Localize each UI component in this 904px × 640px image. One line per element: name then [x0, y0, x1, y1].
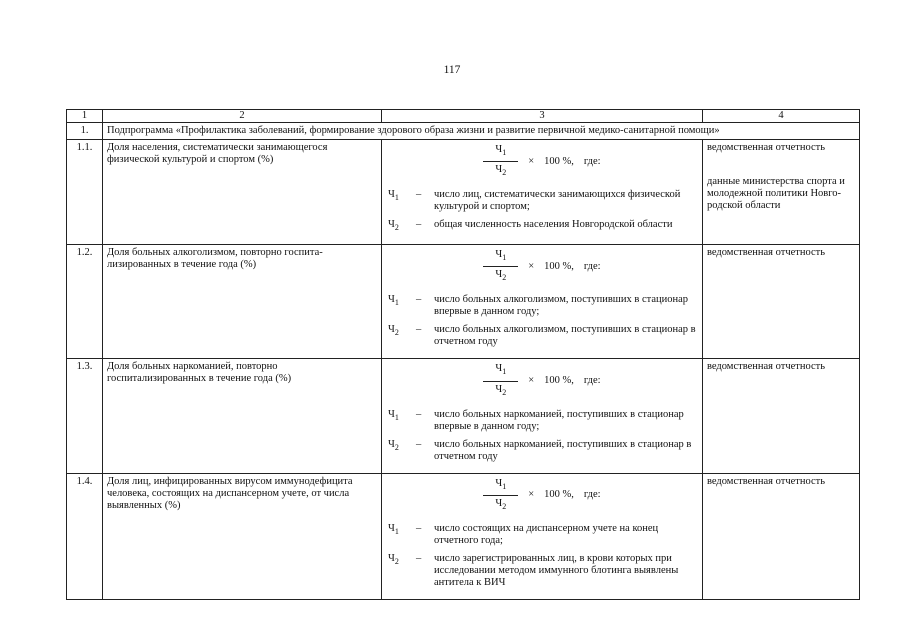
- variable-description: число больных алкоголизмом, поступивших в стационар впервые в данном году;: [434, 294, 689, 318]
- variable-symbol: $Ч_1$: [388, 189, 399, 203]
- formula-numerator: $Ч_1$: [483, 249, 518, 267]
- formula-fraction: [483, 478, 518, 513]
- subprogram-title: Подпрограмма «Профилактика заболеваний, формирование здорового образа жизни и развитие первичной медико-санитарной помощи»: [103, 123, 860, 140]
- table-row: [67, 359, 860, 473]
- table-header-row: [67, 110, 860, 123]
- indicator-name: Доля населения, систематически занимающегося физической культурой и спортом (%): [103, 140, 382, 245]
- header-col-1: 1: [67, 110, 103, 123]
- definition-dash: –: [416, 552, 422, 564]
- definition-dash: –: [416, 219, 422, 231]
- data-source: [703, 359, 860, 473]
- variable-definition: [388, 219, 696, 234]
- variable-definition: [388, 294, 696, 318]
- formula-times: ×: [528, 155, 535, 167]
- subprogram-number: 1.: [67, 123, 103, 140]
- formula-numerator: $Ч_1$: [483, 363, 518, 381]
- formula-denominator: $Ч_2$: [495, 497, 507, 511]
- formula-percent: 100 %,: [544, 489, 574, 501]
- row-number: 1.1.: [67, 140, 103, 245]
- variable-description: число лиц, систематически занимающихся физической культурой и спортом;: [434, 189, 681, 213]
- formula-denominator: $Ч_2$: [495, 164, 507, 178]
- header-col-3: 3: [382, 110, 703, 123]
- variable-definition: [388, 189, 696, 213]
- formula-fraction: [483, 144, 518, 179]
- variable-definition: [388, 523, 696, 547]
- header-col-4: 4: [703, 110, 860, 123]
- formula: [388, 478, 696, 513]
- formula-where: где:: [583, 155, 601, 167]
- indicator-name: Доля лиц, инфицированных вирусом иммунодефицита человека, состоящих на диспансерном учете, от числа выявленных (%): [103, 473, 382, 599]
- definition-dash: –: [416, 408, 422, 420]
- data-source-primary: ведомственная отчетность: [707, 361, 826, 373]
- variable-definition: [388, 553, 696, 589]
- table-row: [67, 140, 860, 245]
- variable-description: число больных алкоголизмом, поступивших в стационар в отчетном году: [434, 324, 696, 348]
- data-source: [703, 140, 860, 245]
- subprogram-row: [67, 123, 860, 140]
- row-number: 1.4.: [67, 473, 103, 599]
- row-number: 1.2.: [67, 245, 103, 359]
- formula-times: ×: [528, 375, 535, 387]
- table-row: [67, 473, 860, 599]
- indicator-name: Доля больных алкоголизмом, повторно госпита-лизированных в течение года (%): [103, 245, 382, 359]
- calculation-method: [382, 245, 703, 359]
- variable-symbol: $Ч_1$: [388, 408, 399, 422]
- definition-dash: –: [416, 438, 422, 450]
- variable-definition: [388, 409, 696, 433]
- variable-symbol: $Ч_1$: [388, 294, 399, 308]
- formula-denominator: $Ч_2$: [495, 269, 507, 283]
- definition-dash: –: [416, 189, 422, 201]
- data-source: [703, 473, 860, 599]
- formula-numerator: $Ч_1$: [483, 478, 518, 496]
- definition-dash: –: [416, 294, 422, 306]
- formula: [388, 144, 696, 179]
- data-source-secondary: данные министерства спорта и молодежной политики Новго-родской области: [707, 176, 845, 211]
- formula-times: ×: [528, 489, 535, 501]
- data-source: [703, 245, 860, 359]
- variable-definition: [388, 439, 696, 463]
- definition-dash: –: [416, 324, 422, 336]
- formula-where: где:: [583, 260, 601, 272]
- data-source-primary: ведомственная отчетность: [707, 247, 826, 259]
- header-col-2: 2: [103, 110, 382, 123]
- formula-fraction: [483, 249, 518, 284]
- calculation-method: [382, 140, 703, 245]
- variable-symbol: $Ч_2$: [388, 438, 399, 452]
- formula: [388, 249, 696, 284]
- formula-percent: 100 %,: [544, 155, 574, 167]
- formula: [388, 363, 696, 398]
- variable-description: число состоящих на диспансерном учете на конец отчетного года;: [434, 522, 659, 546]
- table-row: [67, 245, 860, 359]
- page-number: 117: [443, 64, 461, 76]
- variable-definition: [388, 324, 696, 348]
- formula-numerator: $Ч_1$: [483, 144, 518, 162]
- variable-symbol: $Ч_2$: [388, 219, 399, 233]
- data-source-primary: ведомственная отчетность: [707, 475, 826, 487]
- indicator-name: Доля больных наркоманией, повторно госпитализированных в течение года (%): [103, 359, 382, 473]
- indicators-table: [66, 109, 860, 600]
- formula-where: где:: [583, 489, 601, 501]
- variable-symbol: $Ч_1$: [388, 522, 399, 536]
- variable-description: число больных наркоманией, поступивших в стационар в отчетном году: [434, 438, 692, 462]
- formula-where: где:: [583, 375, 601, 387]
- formula-percent: 100 %,: [544, 260, 574, 272]
- variable-description: число больных наркоманией, поступивших в стационар впервые в данном году;: [434, 408, 684, 432]
- calculation-method: [382, 473, 703, 599]
- formula-fraction: [483, 363, 518, 398]
- variable-description: число зарегистрированных лиц, в крови которых при исследовании методом иммунного блотинга выявлены антитела к ВИЧ: [434, 552, 679, 588]
- variable-symbol: $Ч_2$: [388, 324, 399, 338]
- formula-percent: 100 %,: [544, 375, 574, 387]
- variable-description: общая численность населения Новгородской области: [434, 219, 673, 231]
- variable-symbol: $Ч_2$: [388, 552, 399, 566]
- formula-denominator: $Ч_2$: [495, 383, 507, 397]
- data-source-primary: ведомственная отчетность: [707, 142, 826, 153]
- calculation-method: [382, 359, 703, 473]
- formula-times: ×: [528, 260, 535, 272]
- row-number: 1.3.: [67, 359, 103, 473]
- definition-dash: –: [416, 522, 422, 534]
